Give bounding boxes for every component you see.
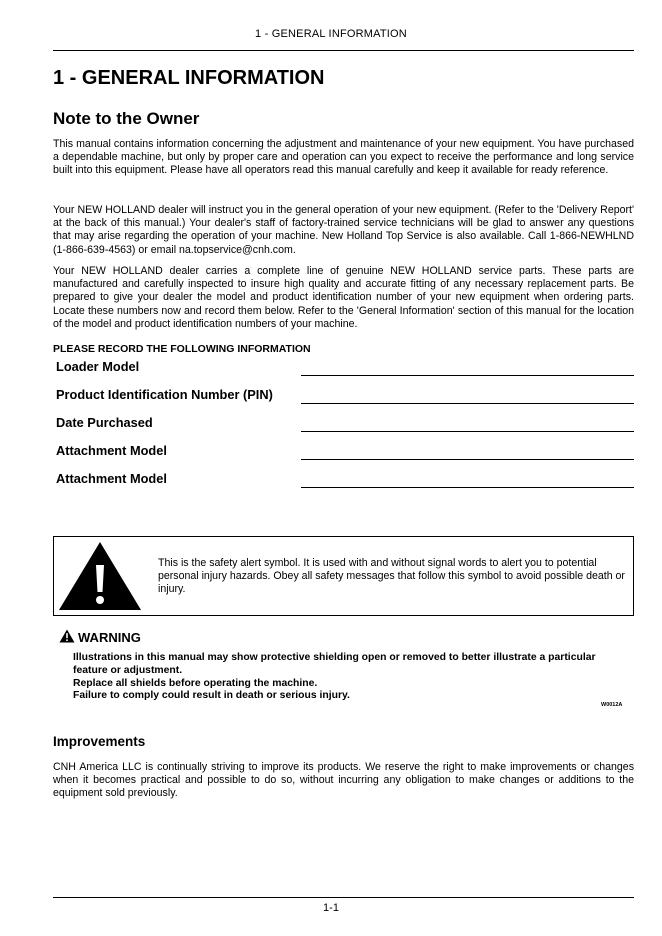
record-row-pin: [56, 382, 634, 404]
page-title: 1 - GENERAL INFORMATION: [53, 67, 325, 89]
page-number: 1-1: [323, 902, 339, 914]
record-label: Product Identification Number (PIN): [56, 387, 273, 402]
record-heading: PLEASE RECORD THE FOLLOWING INFORMATION: [53, 343, 311, 355]
warning-triangle-icon: [59, 629, 75, 646]
record-blank-line[interactable]: [301, 431, 634, 432]
running-header: 1 - GENERAL INFORMATION: [255, 28, 407, 40]
section-heading-note: Note to the Owner: [53, 109, 200, 128]
record-label: Date Purchased: [56, 415, 153, 430]
section-heading-improvements: Improvements: [53, 734, 146, 749]
paragraph-manual-intro: This manual contains information concerning the adjustment and maintenance of your new equipment. You have purchased a dependable machine, but only by proper care and operation can you expect to receive the performance and long service built into this equipment. Please have all operators read this manual carefully and keep it available for ready reference.: [53, 138, 634, 177]
record-blank-line[interactable]: [301, 403, 634, 404]
record-row-loader-model: [56, 354, 634, 376]
paragraph-dealer-instruction: Your NEW HOLLAND dealer will instruct you in the general operation of your new equipment. (Refer to the 'Delivery Report' at the back of this manual.) Your dealer's staff of factory-trained service technicians will be glad to answer any questions that may arise regarding the operation of your machine. New Holland Top Service is also available. Call 1-866-NEWHLND (1-866-639-4563) or email na.topservice@cnh.com.: [53, 204, 634, 256]
record-blank-line[interactable]: [301, 487, 634, 488]
record-row-date-purchased: [56, 410, 634, 432]
record-blank-line[interactable]: [301, 459, 634, 460]
warning-line: Replace all shields before operating the machine.: [73, 677, 318, 689]
footer-rule: [53, 897, 634, 898]
record-label: Attachment Model: [56, 443, 167, 458]
warning-title: WARNING: [78, 630, 141, 645]
record-row-attachment-model-2: [56, 466, 634, 488]
warning-line: Failure to comply could result in death or serious injury.: [73, 690, 350, 702]
safety-alert-box: [53, 536, 634, 616]
paragraph-service-parts: Your NEW HOLLAND dealer carries a complete line of genuine NEW HOLLAND service parts. These parts are manufactured and carefully inspected to insure high quality and accurate fitting of any necessary replacement parts. Be prepared to give your dealer the model and product identification number of your new equipment when ordering parts. Locate these numbers now and record them below. Refer to the 'General Information' section of this manual for the location of the model and product identification numbers of your machine.: [53, 265, 634, 330]
record-row-attachment-model-1: [56, 438, 634, 460]
record-label: Loader Model: [56, 359, 140, 374]
warning-heading: [59, 629, 141, 646]
safety-alert-text: This is the safety alert symbol. It is used with and without signal words to alert you to potential personal injury hazards. Obey all safety messages that follow this symbol to avoid possible death or injury.: [158, 557, 625, 596]
safety-alert-triangle-icon: [57, 540, 143, 617]
record-label: Attachment Model: [56, 471, 167, 486]
paragraph-improvements: CNH America LLC is continually striving to improve its products. We reserve the right to make improvements or changes when it becomes practical and possible to do so, without incurring any obligation to make changes or additions to the equipment sold previously.: [53, 761, 634, 800]
record-blank-line[interactable]: [301, 375, 634, 376]
warning-code: W0012A: [601, 702, 623, 708]
warning-body: [73, 652, 621, 703]
header-rule: [53, 50, 634, 51]
warning-line: Illustrations in this manual may show protective shielding open or removed to better illustrate a particular feature or adjustment.: [73, 652, 596, 676]
